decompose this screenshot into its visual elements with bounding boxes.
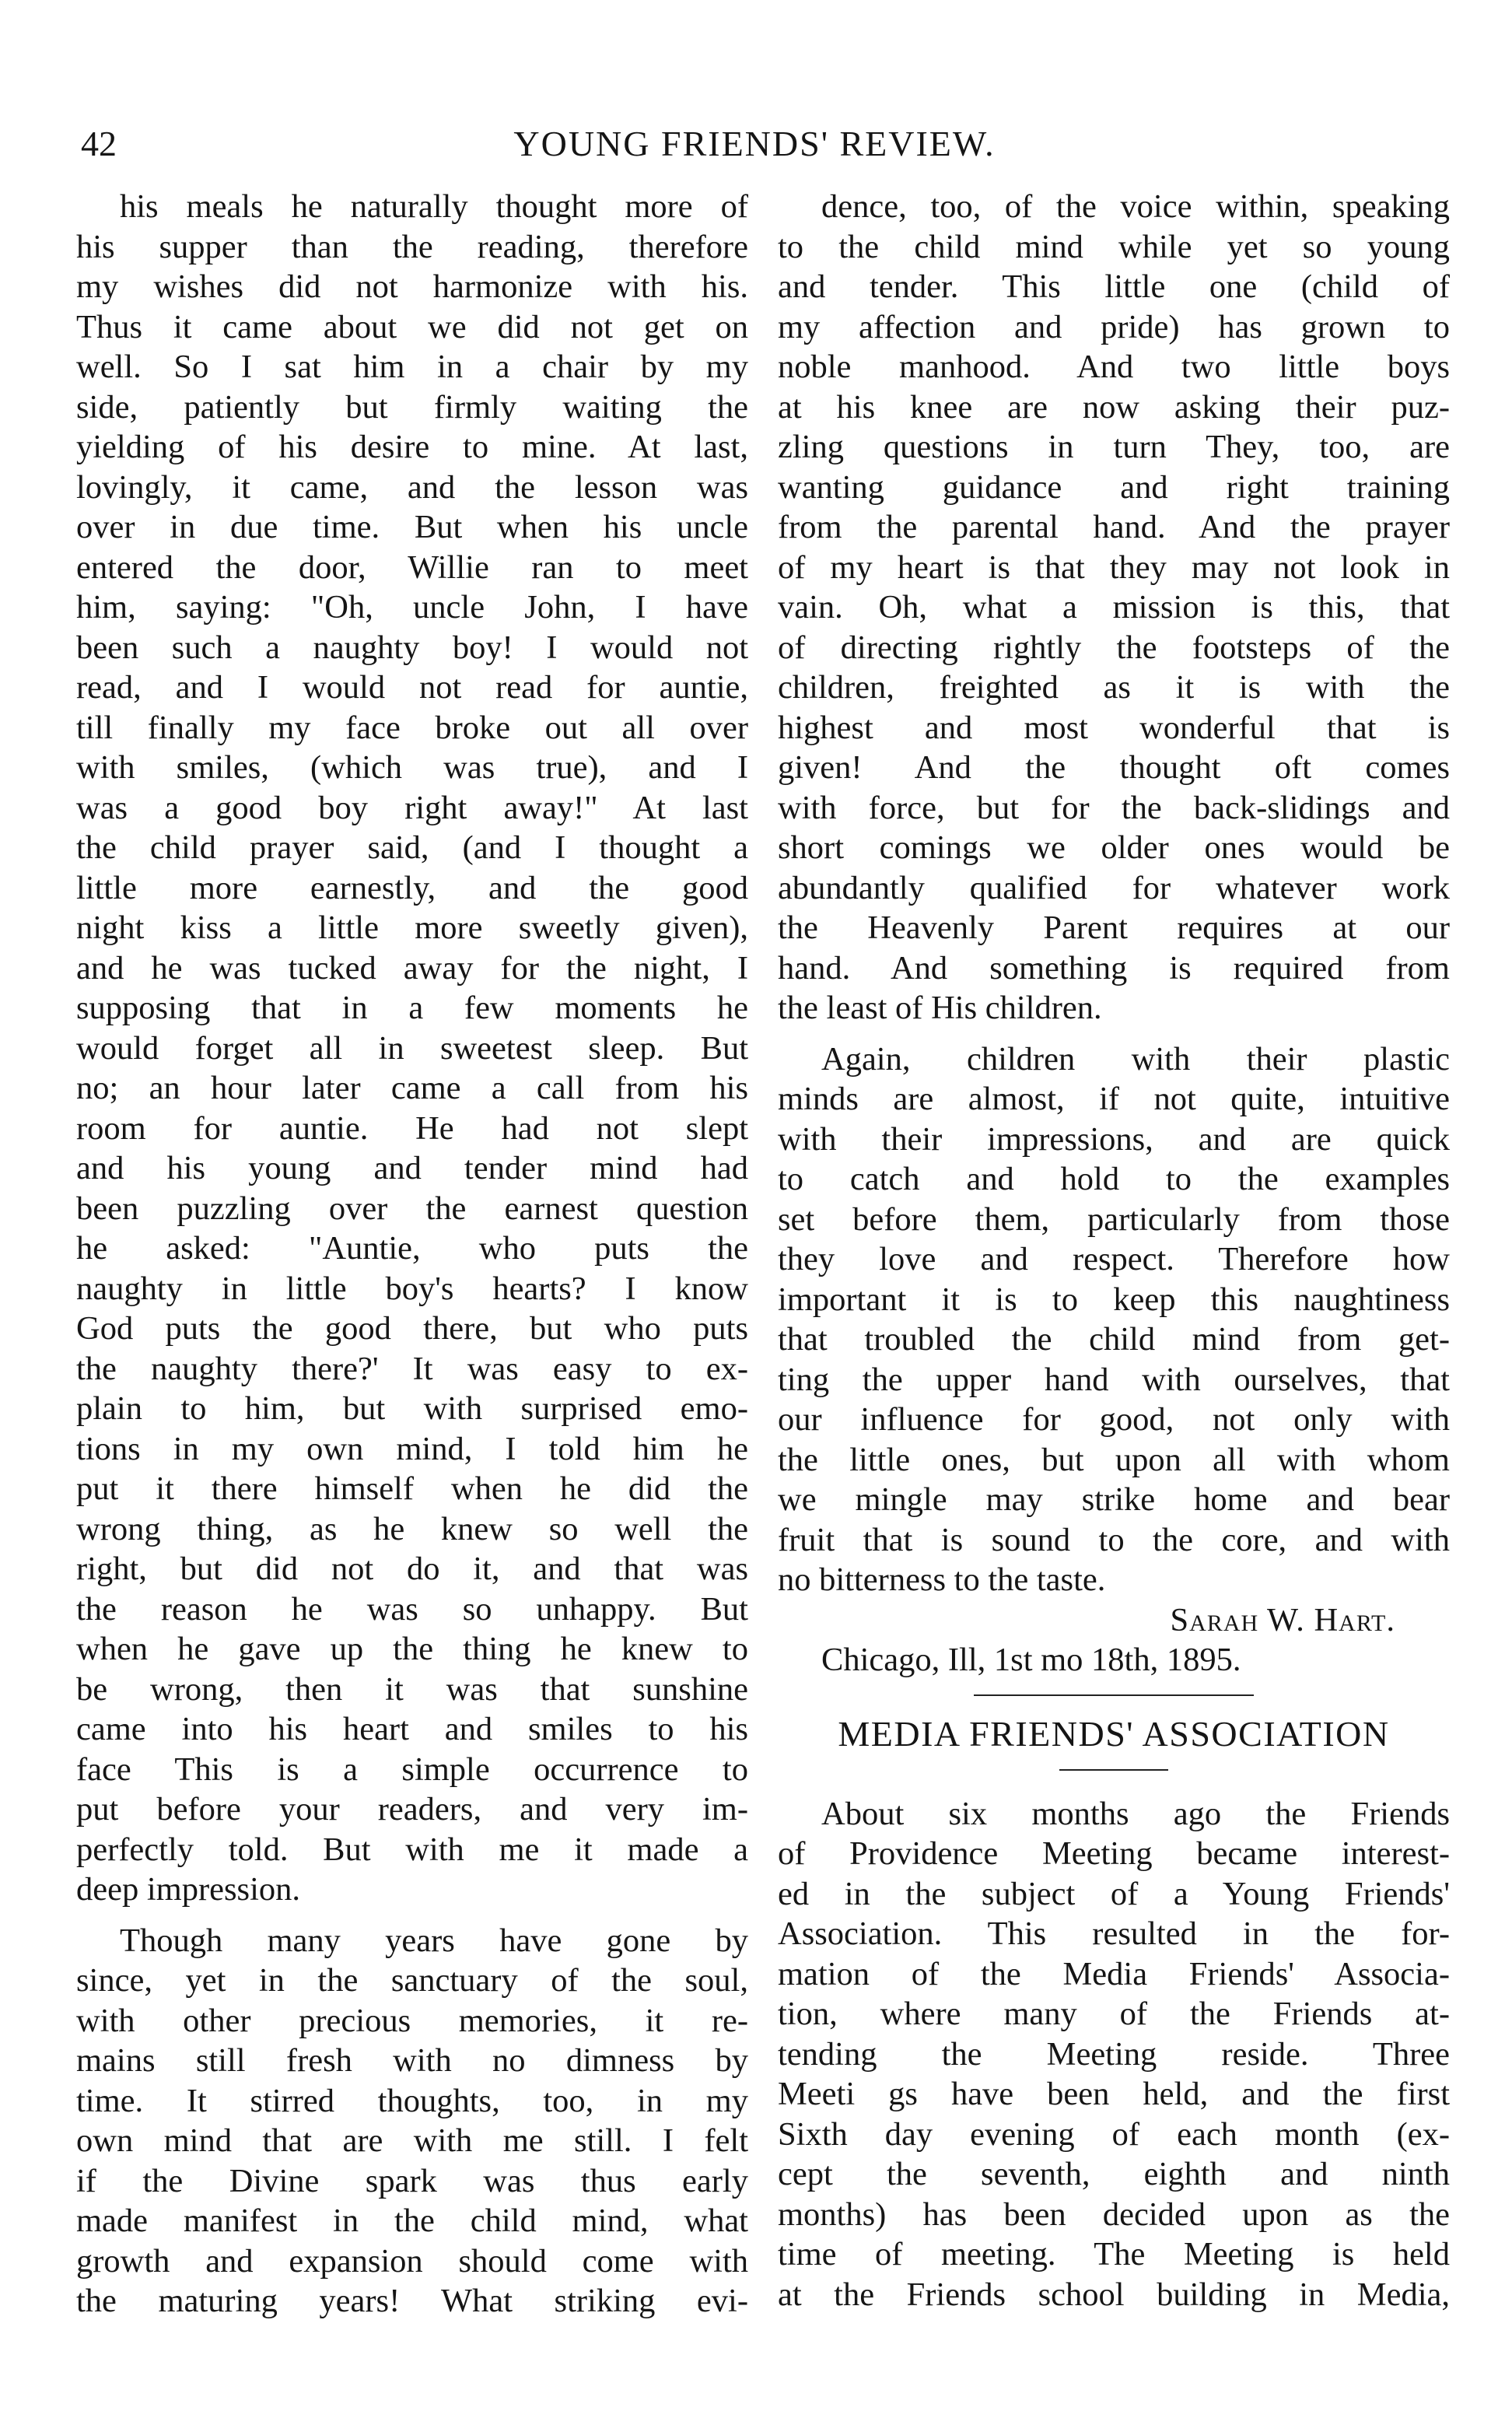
text-line: well. So I sat him in a chair by my [76,349,748,385]
text-line: of directing rightly the footsteps of the [778,629,1450,666]
text-line: fruit that is sound to the core, and with [778,1521,1450,1558]
text-line: that troubled the child mind from get- [778,1321,1450,1358]
text-line: zling questions in turn They, too, are [778,429,1450,465]
heading-underline-rule [1059,1769,1168,1771]
text-line: right, but did not do it, and that was [76,1551,748,1587]
text-line: put it there himself when he did the [76,1470,748,1507]
text-line: tending the Meeting reside. Three [778,2035,1450,2073]
text-line: plain to him, but with surprised emo- [76,1390,748,1427]
text-line: they love and respect. Therefore how [778,1241,1450,1277]
text-line: abundantly qualified for whatever work [778,869,1450,906]
text-line: Again, children with their plastic [821,1040,1450,1078]
section-divider-rule [974,1694,1254,1696]
text-line: and his young and tender mind had [76,1150,748,1186]
text-line: at the Friends school building in Media, [778,2276,1450,2313]
text-line: noble manhood. And two little boys [778,349,1450,385]
text-line: he asked: "Auntie, who puts the [76,1230,748,1267]
text-line: ting the upper hand with ourselves, that [778,1361,1450,1398]
text-line: Association. This resulted in the for- [778,1915,1450,1952]
text-line: naughty in little boy's hearts? I know [76,1270,748,1307]
section-heading: MEDIA FRIENDS' ASSOCIATION [838,1713,1390,1754]
text-line: tions in my own mind, I told him he [76,1430,748,1467]
text-line: since, yet in the sanctuary of the soul, [76,1962,748,1999]
text-line: of my heart is that they may not look in [778,548,1450,586]
text-line: to catch and hold to the examples [778,1161,1450,1197]
text-line: was a good boy right away!" At last [76,789,748,826]
text-line: short comings we older ones would be [778,829,1450,866]
text-line: our influence for good, not only with [778,1401,1450,1438]
text-line: been puzzling over the earnest question [76,1190,748,1227]
text-line: face This is a simple occurrence to [76,1750,748,1788]
text-line: wanting guidance and right training [778,468,1450,506]
text-line: the child prayer said, (and I thought a [76,829,748,866]
text-line: with other precious memories, it re- [76,2002,748,2039]
text-line: supposing that in a few moments he [76,990,748,1026]
text-line: hand. And something is required from [778,949,1450,986]
text-line: mains still fresh with no dimness by [76,2042,748,2079]
text-line: put before your readers, and very im- [76,1791,748,1828]
text-line: made manifest in the child mind, what [76,2202,748,2239]
text-line: with smiles, (which was true), and I [76,749,748,786]
text-line: the least of His children. [778,990,1102,1026]
text-line: till finally my face broke out all over [76,709,748,746]
text-line: Sixth day evening of each month (ex- [778,2115,1450,2153]
text-line: mation of the Media Friends' Associa- [778,1955,1450,1992]
text-line: his supper than the reading, therefore [76,228,748,265]
text-line: no; an hour later came a call from his [76,1070,748,1106]
left-paragraph-1 [76,187,748,1910]
text-line: came into his heart and smiles to his [76,1711,748,1747]
right-paragraph-2 [778,1039,1450,1600]
text-line: growth and expansion should come with [76,2242,748,2280]
text-line: night kiss a little more sweetly given), [76,909,748,946]
place-and-date: Chicago, Ill, 1st mo 18th, 1895. [821,1642,1241,1678]
text-line: the maturing years! What striking evi- [76,2283,748,2319]
text-line: my wishes did not harmonize with his. [76,268,748,305]
text-line: minds are almost, if not quite, intuitive [778,1081,1450,1117]
text-line: room for auntie. He had not slept [76,1109,748,1147]
text-line: set before them, particularly from those [778,1200,1450,1238]
text-line: Though many years have gone by [120,1922,748,1959]
text-line: ed in the subject of a Young Friends' [778,1875,1450,1912]
text-line: perfectly told. But with me it made a [76,1831,748,1868]
text-line: highest and most wonderful that is [778,709,1450,746]
text-line: entered the door, Willie ran to meet [76,548,748,586]
text-line: deep impression. [76,1871,300,1908]
text-line: side, patiently but firmly waiting the [76,388,748,426]
text-line: read, and I would not read for auntie, [76,669,748,706]
text-line: yielding of his desire to mine. At last, [76,429,748,465]
text-line: over in due time. But when his uncle [76,509,748,545]
text-line: Meeti gs have been held, and the first [778,2076,1450,2112]
text-line: important it is to keep this naughtiness [778,1281,1450,1318]
text-line: wrong thing, as he knew so well the [76,1510,748,1547]
text-line: his meals he naturally thought more of [120,188,748,225]
text-line: would forget all in sweetest sleep. But [76,1029,748,1067]
text-line: him, saying: "Oh, uncle John, I have [76,589,748,626]
text-line: children, freighted as it is with the [778,669,1450,706]
text-line: if the Divine spark was thus early [76,2162,748,2199]
text-line: with force, but for the back-slidings and [778,789,1450,826]
text-line: the reason he was so unhappy. But [76,1590,748,1628]
author-signature: Sarah W. Hart. [1170,1601,1395,1638]
text-line: and he was tucked away for the night, I [76,949,748,986]
text-line: God puts the good there, but who puts [76,1310,748,1347]
text-line: and tender. This little one (child of [778,268,1450,305]
text-line: given! And the thought oft comes [778,749,1450,786]
text-line: little more earnestly, and the good [76,869,748,906]
text-line: own mind that are with me still. I felt [76,2122,748,2159]
text-line: About six months ago the Friends [821,1795,1450,1832]
text-line: Thus it came about we did not get on [76,308,748,345]
left-paragraph-2 [76,1921,748,2322]
text-line: be wrong, then it was that sunshine [76,1670,748,1708]
page-number: 42 [81,124,117,163]
text-line: when he gave up the thing he knew to [76,1631,748,1667]
section-paragraph [778,1794,1450,2315]
text-line: time of meeting. The Meeting is held [778,2236,1450,2273]
text-line: at his knee are now asking their puz- [778,388,1450,426]
right-paragraph-1 [778,187,1450,1029]
text-line: the little ones, but upon all with whom [778,1441,1450,1478]
text-line: tion, where many of the Friends at- [778,1996,1450,2032]
text-line: been such a naughty boy! I would not [76,629,748,666]
text-line: the naughty there?' It was easy to ex- [76,1350,748,1387]
text-line: of Providence Meeting became interest- [778,1835,1450,1872]
text-line: we mingle may strike home and bear [778,1481,1450,1518]
text-line: time. It stirred thoughts, too, in my [76,2082,748,2119]
text-line: cept the seventh, eighth and ninth [778,2156,1450,2192]
text-line: dence, too, of the voice within, speaking [821,188,1450,225]
text-line: the Heavenly Parent requires at our [778,909,1450,946]
text-line: with their impressions, and are quick [778,1120,1450,1158]
text-line: vain. Oh, what a mission is this, that [778,589,1450,626]
text-line: lovingly, it came, and the lesson was [76,468,748,506]
text-line: no bitterness to the taste. [778,1561,1106,1598]
text-line: to the child mind while yet so young [778,228,1450,265]
left-column [76,187,748,2322]
running-header: YOUNG FRIENDS' REVIEW. [513,124,996,163]
text-line: months) has been decided upon as the [778,2195,1450,2233]
text-line: from the parental hand. And the prayer [778,509,1450,545]
right-column [778,187,1450,2315]
text-line: my affection and pride) has grown to [778,308,1450,345]
